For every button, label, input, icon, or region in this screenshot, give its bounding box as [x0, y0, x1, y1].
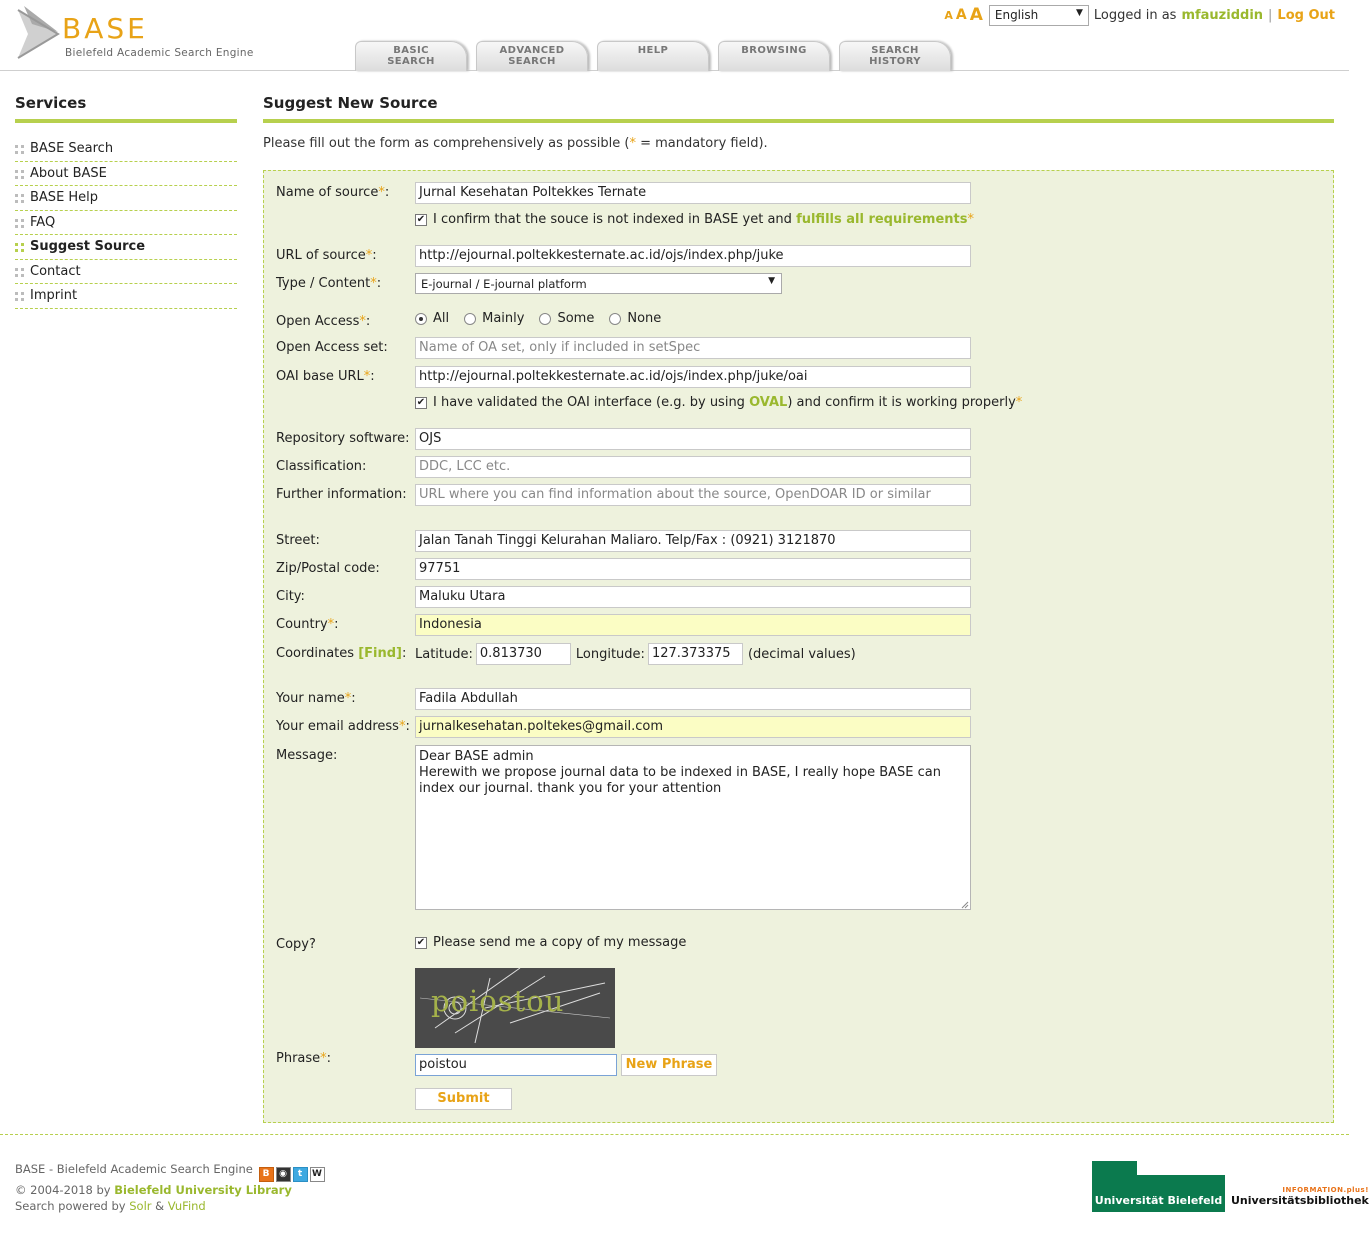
- tab-search-history[interactable]: [839, 41, 951, 71]
- tab-label-line1: ADVANCED: [499, 45, 565, 56]
- wikipedia-icon[interactable]: W: [310, 1167, 325, 1182]
- phrase-input[interactable]: poistou: [415, 1054, 617, 1076]
- copy-label: Copy?: [276, 937, 316, 952]
- latitude-input[interactable]: 0.813730: [476, 643, 571, 665]
- sidebar-item-base-search[interactable]: [15, 137, 237, 162]
- logged-in-label: Logged in as: [1093, 7, 1177, 23]
- bullet-dots-icon: [15, 219, 24, 228]
- type-content-value: E-journal / E-journal platform: [421, 277, 587, 291]
- sidebar-item-label: FAQ: [30, 214, 56, 230]
- oval-link[interactable]: OVAL: [749, 395, 788, 410]
- coordinates-label: Coordinates [Find]:: [276, 646, 407, 661]
- sidebar-item-suggest-source[interactable]: [15, 235, 237, 260]
- further-information-input[interactable]: URL where you can find information about the source, OpenDOAR ID or similar: [415, 484, 971, 506]
- confirm-not-indexed-checkbox[interactable]: [415, 212, 974, 227]
- sidebar-item-label: BASE Search: [30, 141, 114, 156]
- radio-label: Some: [557, 311, 595, 326]
- font-size-small-button[interactable]: A: [944, 8, 953, 22]
- footer: [15, 1161, 325, 1214]
- intro-text: Please fill out the form as comprehensively as possible (: [263, 136, 630, 151]
- radio-icon: [609, 313, 621, 325]
- mandatory-star: *: [1015, 395, 1023, 410]
- bullet-dots-icon: [15, 194, 24, 203]
- city-input[interactable]: Maluku Utara: [415, 586, 971, 608]
- open-access-some-radio[interactable]: [539, 311, 594, 326]
- email-input[interactable]: jurnalkesehatan.poltekes@gmail.com: [415, 716, 971, 738]
- footer-base-title: BASE - Bielefeld Academic Search Engine: [15, 1162, 253, 1176]
- separator: |: [1268, 7, 1273, 23]
- tab-label-line2: HISTORY: [869, 56, 921, 67]
- your-name-input[interactable]: Fadila Abdullah: [415, 688, 971, 710]
- radio-label: All: [433, 311, 450, 326]
- font-size-medium-button[interactable]: A: [955, 7, 967, 23]
- oai-base-url-label: OAI base URL*:: [276, 369, 375, 384]
- tab-basic-search[interactable]: [355, 41, 467, 71]
- zip-input[interactable]: 97751: [415, 558, 971, 580]
- blog-icon[interactable]: B: [259, 1167, 274, 1182]
- sidebar-item-label: BASE Help: [30, 190, 99, 205]
- further-information-label: Further information:: [276, 487, 407, 502]
- universitaet-bielefeld-logo[interactable]: [1092, 1161, 1225, 1213]
- checkbox-checked-icon: ✔: [416, 936, 426, 948]
- find-coordinates-link[interactable]: [Find]: [358, 646, 402, 661]
- mandatory-star: *: [629, 136, 636, 151]
- captcha-image: [415, 968, 615, 1048]
- validate-text: I have validated the OAI interface (e.g. by using: [433, 395, 745, 410]
- sidebar-item-label: About BASE: [30, 165, 107, 181]
- tab-label-line2: SEARCH: [387, 56, 435, 67]
- zip-label: Zip/Postal code:: [276, 561, 380, 576]
- oai-validated-checkbox[interactable]: [415, 395, 1022, 410]
- solr-link[interactable]: Solr: [129, 1199, 152, 1213]
- logo-subtitle: Bielefeld Academic Search Engine: [65, 47, 254, 59]
- open-access-all-radio[interactable]: [415, 311, 449, 326]
- repository-software-input[interactable]: OJS: [415, 428, 971, 450]
- bullet-dots-icon: [15, 268, 24, 277]
- tab-browsing[interactable]: [718, 41, 830, 71]
- classification-label: Classification:: [276, 459, 367, 474]
- url-of-source-input[interactable]: http://ejournal.poltekkesternate.ac.id/ojs/index.php/juke: [415, 245, 971, 267]
- radio-selected-icon: [415, 313, 427, 325]
- resize-handle-icon[interactable]: [961, 901, 969, 909]
- sidebar-item-imprint[interactable]: [15, 284, 237, 309]
- footer-amp: &: [155, 1199, 165, 1213]
- sidebar-item-label: Contact: [30, 263, 81, 279]
- your-name-label: Your name*:: [276, 691, 356, 706]
- oa-set-input[interactable]: Name of OA set, only if included in setSpec: [415, 337, 971, 359]
- vufind-link[interactable]: VuFind: [167, 1199, 206, 1213]
- name-of-source-label: Name of source*:: [276, 185, 390, 200]
- radio-icon: [464, 313, 476, 325]
- footer-powered-by: Search powered by: [15, 1199, 126, 1213]
- phrase-label: Phrase*:: [276, 1051, 332, 1066]
- tab-label-line2: SEARCH: [508, 56, 556, 67]
- coordinates-note: (decimal values): [747, 646, 856, 662]
- top-bar: [944, 4, 1335, 26]
- message-textarea[interactable]: Dear BASE admin Herewith we propose journal data to be indexed in BASE, I really hope BASE can index our journal. thank you for your attention: [415, 745, 971, 910]
- country-input[interactable]: Indonesia: [415, 614, 971, 636]
- base-logo[interactable]: [14, 4, 254, 64]
- header: [0, 0, 1349, 71]
- email-label: Your email address*:: [276, 719, 410, 734]
- open-access-mainly-radio[interactable]: [464, 311, 524, 326]
- street-label: Street:: [276, 533, 320, 548]
- tab-label-line1: SEARCH: [871, 45, 919, 56]
- footer-copyright: © 2004-2018 by: [15, 1183, 111, 1197]
- twitter-icon[interactable]: t: [293, 1167, 308, 1182]
- requirements-link[interactable]: fulfills all requirements: [796, 212, 968, 227]
- type-content-select[interactable]: [415, 273, 782, 294]
- type-content-label: Type / Content*:: [276, 276, 382, 291]
- longitude-input[interactable]: 127.373375: [648, 643, 743, 665]
- sidebar-list: [15, 137, 237, 309]
- bullet-dots-icon: [15, 243, 24, 252]
- validate-text-end: ) and confirm it is working properly: [787, 395, 1016, 410]
- uni-logo-text: Universität Bielefeld: [1094, 1194, 1223, 1207]
- tab-help[interactable]: [597, 41, 709, 71]
- message-label: Message:: [276, 748, 338, 763]
- longitude-label: Longitude:: [575, 646, 645, 662]
- bielefeld-library-link[interactable]: Bielefeld University Library: [114, 1183, 292, 1197]
- tab-label-line1: BASIC: [393, 45, 429, 56]
- logout-link[interactable]: Log Out: [1277, 7, 1335, 23]
- repository-software-label: Repository software:: [276, 431, 410, 446]
- oai-base-url-input[interactable]: http://ejournal.poltekkesternate.ac.id/ojs/index.php/juke/oai: [415, 366, 971, 388]
- bullet-dots-icon: [15, 170, 24, 179]
- ub-logo-small: INFORMATION.plus!: [1282, 1186, 1369, 1194]
- tab-advanced-search[interactable]: [476, 41, 588, 71]
- submit-button[interactable]: Submit: [415, 1088, 512, 1110]
- checkbox-checked-icon: ✔: [416, 396, 426, 408]
- latitude-label: Latitude:: [415, 646, 473, 662]
- send-copy-checkbox[interactable]: [415, 935, 686, 950]
- sidebar-item-label: Imprint: [30, 288, 78, 303]
- city-label: City:: [276, 589, 305, 604]
- universitaetsbibliothek-logo[interactable]: [1231, 1186, 1369, 1207]
- sidebar-item-about-base[interactable]: [15, 162, 237, 187]
- sidebar-item-contact[interactable]: [15, 260, 237, 285]
- radio-label: None: [627, 311, 662, 326]
- form-intro: [263, 136, 768, 151]
- chevron-down-icon: ▼: [1075, 7, 1083, 18]
- radio-label: Mainly: [482, 311, 525, 326]
- logo-text: BASE: [62, 12, 148, 45]
- street-input[interactable]: Jalan Tanah Tinggi Kelurahan Maliaro. Telp/Fax : (0921) 3121870: [415, 530, 971, 552]
- url-of-source-label: URL of source*:: [276, 248, 377, 263]
- oa-set-label: Open Access set:: [276, 340, 388, 355]
- language-value: English: [994, 7, 1039, 22]
- language-select[interactable]: [989, 5, 1089, 26]
- open-access-radio-group: [415, 311, 676, 326]
- username-link[interactable]: mfauziddin: [1181, 7, 1264, 23]
- coordinates-row: [415, 643, 856, 665]
- send-copy-text: Please send me a copy of my message: [433, 935, 687, 950]
- mastodon-icon[interactable]: ◉: [276, 1167, 291, 1182]
- tab-label-line1: BROWSING: [741, 45, 807, 56]
- base-logo-icon: [14, 4, 64, 64]
- page-title: Suggest New Source: [263, 94, 1334, 123]
- sidebar-title: Services: [15, 94, 237, 123]
- sidebar-item-faq[interactable]: [15, 211, 237, 236]
- mandatory-star: *: [967, 212, 974, 227]
- services-sidebar: [15, 94, 237, 309]
- font-size-large-button[interactable]: A: [969, 5, 983, 25]
- uni-logo-block: [1092, 1161, 1137, 1191]
- footer-divider: [0, 1134, 1349, 1135]
- sidebar-item-label: Suggest Source: [30, 239, 146, 254]
- ub-logo-name: Universitätsbibliothek: [1231, 1194, 1369, 1207]
- confirm-text: I confirm that the souce is not indexed in BASE yet and: [433, 212, 792, 227]
- open-access-label: Open Access*:: [276, 314, 371, 329]
- bullet-dots-icon: [15, 145, 24, 154]
- chevron-down-icon: ▼: [768, 276, 775, 286]
- intro-text-end: = mandatory field).: [635, 136, 768, 151]
- captcha-text: poiostou: [431, 984, 565, 1018]
- main-nav-tabs: [355, 41, 960, 71]
- open-access-none-radio[interactable]: [609, 311, 661, 326]
- name-of-source-input[interactable]: Jurnal Kesehatan Poltekkes Ternate: [415, 182, 971, 204]
- new-phrase-button[interactable]: New Phrase: [621, 1054, 717, 1076]
- uni-logo-block: [1137, 1175, 1225, 1191]
- bullet-dots-icon: [15, 292, 24, 301]
- country-label: Country*:: [276, 617, 339, 632]
- tab-label-line1: HELP: [637, 45, 669, 56]
- sidebar-item-base-help[interactable]: [15, 186, 237, 211]
- radio-icon: [539, 313, 551, 325]
- classification-input[interactable]: DDC, LCC etc.: [415, 456, 971, 478]
- checkbox-checked-icon: ✔: [416, 213, 426, 225]
